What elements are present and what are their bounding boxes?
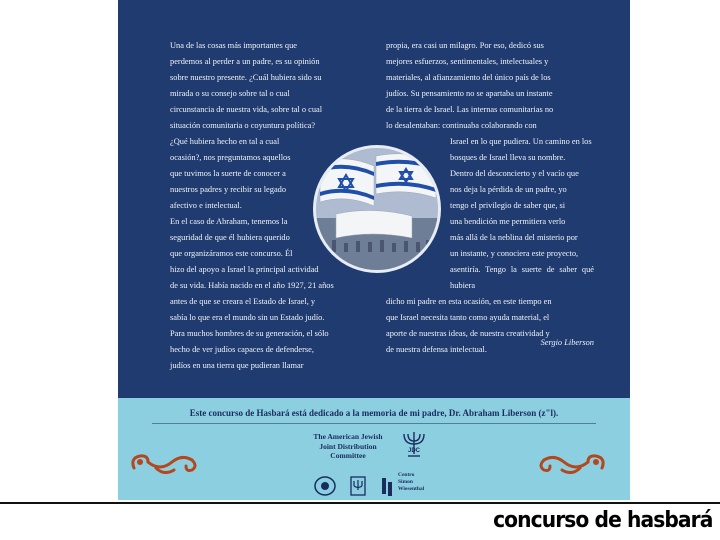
letter-line: En el caso de Abraham, tenemos la (170, 217, 288, 226)
letter-line: situación comunitaria o coyuntura política? (170, 121, 316, 130)
letter-line: un instante, y conociera este proyecto, (450, 249, 579, 258)
letter-line: de la tierra de Israel. Las internas comunitarias no (386, 105, 554, 114)
letter-line: tengo el privilegio de saber que, si (450, 201, 566, 210)
letter-line: que Israel necesita tanto como ayuda material, el (386, 313, 550, 322)
letter-line: sobre nuestro presente. ¿Cuál hubiera sido su (170, 73, 322, 82)
letter-line: seguridad de que él hubiera querido (170, 233, 290, 242)
centro-simon-wiesenthal-name (398, 472, 442, 493)
letter-line: Israel en lo que pudiera. Un camino en los (450, 137, 592, 146)
letter-line: nuestros padres y recibir su legado (170, 185, 287, 194)
centro-line-3: Wiesenthal (398, 486, 425, 492)
letter-line: una bendición me permitiera verlo (450, 217, 566, 226)
letter-line: mirada o su consejo sobre tal o cual (170, 89, 290, 98)
israel-flags-photo (316, 148, 438, 270)
centro-line-2: Simon (398, 479, 413, 485)
letter-line: hizo del apoyo a Israel la principal actividad (170, 265, 319, 274)
signature: Sergio Liberson (540, 338, 594, 347)
letter-line: judíos en una tierra que pudieran llamar (170, 361, 304, 370)
letter-line: circunstancia de nuestra vida, sobre tal o cual (170, 105, 323, 114)
letter-line: Una de las cosas más importantes que (170, 41, 297, 50)
letter-line: judíos. Su pensamiento no se apartaba un instante (386, 89, 553, 98)
letter-line: más allá de la neblina del misterio por (450, 233, 578, 242)
menorah-emblem-logo (350, 476, 366, 500)
centro-line-1: Centro (398, 472, 415, 478)
jdc-logo-letters: JDC (407, 448, 421, 454)
letter-line: sabía lo que era el mundo sin un Estado judío. (170, 313, 325, 322)
letter-line: de su vida. Había nacido en el año 1927, 21 años (170, 281, 334, 290)
letter-line: bosques de Israel lleva su nombre. (450, 153, 566, 162)
letter-line: ocasión?, nos preguntamos aquellos (170, 153, 291, 162)
letter-line: de nuestra defensa intelectual. (386, 345, 487, 354)
letter-line: afectivo e intelectual. (170, 201, 242, 210)
letter-line: mejores esfuerzos, sentimentales, intelectuales y (386, 57, 549, 66)
jdc-line-3: Committee (330, 451, 366, 460)
letter-line: lo desalentaban: continuaba colaborando con (386, 121, 537, 130)
jdc-name (296, 432, 400, 461)
jdc-line-1: The American Jewish (313, 432, 383, 441)
letter-line: Dentro del desconcierto y el vacío que (450, 169, 579, 178)
letter-line: aporte de nuestras ideas, de nuestra creatividad y (386, 329, 550, 338)
letter-line: Para muchos hombres de su generación, el sólo (170, 329, 329, 338)
letter-line: materiales, al afianzamiento del único país de los (386, 73, 551, 82)
jdc-line-2: Joint Distribution (319, 441, 377, 451)
scroll-ornament-icon (534, 448, 610, 478)
footer-divider (0, 502, 720, 504)
footer-title: concurso de hasbará (492, 508, 712, 533)
jdc-menorah-logo (402, 430, 426, 464)
letter-line: nos deja la pérdida de un padre, yo (450, 185, 567, 194)
letter-line: hecho de ver judíos capaces de defenderse, (170, 345, 314, 354)
letter-line: propia, era casi un milagro. Por eso, dedicó sus (386, 41, 544, 50)
letter-line: antes de que se creara el Estado de Israel, y (170, 297, 316, 306)
dedication-text: Este concurso de Hasbará está dedicado a la memoria de mi padre, Dr. Abraham Liberson (z"l). (189, 408, 559, 418)
letter-line: perdemos al perder a un padre, es su opinión (170, 57, 320, 66)
poster (118, 0, 630, 500)
letter-line: que tuvimos la suerte de conocer a (170, 169, 286, 178)
emblem-logo (314, 476, 336, 500)
letter-line: asentiría. Tengo la suerte de saber qué hubiera (450, 265, 594, 290)
letter-line: dicho mi padre en esta ocasión, en este tiempo en (386, 297, 552, 306)
centro-simon-wiesenthal-logo (380, 476, 394, 500)
letter-line: que organizáramos este concurso. Él (170, 249, 293, 258)
dedication-divider (152, 423, 596, 424)
scroll-ornament-icon (126, 448, 202, 478)
letter-line: ¿Qué hubiera hecho en tal a cual (170, 137, 280, 146)
